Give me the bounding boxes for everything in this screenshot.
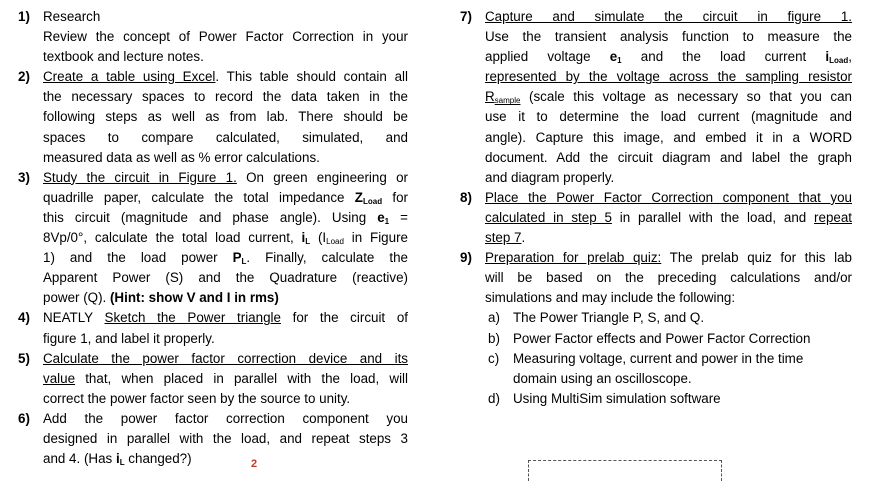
subscript-1: 1: [384, 216, 390, 226]
symbol-p: P: [232, 250, 242, 266]
step-text: [43, 349, 408, 369]
text-fragment: quadrille paper, calculate the total impedance: [43, 189, 355, 205]
step-2: [18, 67, 408, 167]
right-column: [460, 7, 852, 409]
symbol-i: i: [115, 451, 120, 467]
step-text: [43, 228, 408, 248]
step-number: 5): [18, 350, 30, 366]
list-label: a): [488, 310, 500, 326]
subscript-load: Load: [362, 196, 383, 206]
text-fragment: in Figure: [343, 230, 408, 246]
step-text: [43, 288, 408, 308]
step-text: textbook and lecture notes.: [43, 49, 204, 65]
list-text: domain using an oscilloscope.: [513, 370, 692, 386]
step-text: measured data as well as % error calculations.: [43, 149, 320, 165]
step-text: following steps as well as from lab. There should be: [43, 109, 408, 125]
step-title: Research: [43, 9, 101, 24]
step-link-text: step 7: [485, 230, 522, 246]
symbol-i: i: [301, 230, 306, 246]
text-fragment: that, when placed in parallel with the load, will: [75, 370, 408, 386]
text-fragment: changed?): [124, 451, 192, 467]
subscript-sample: sample: [494, 96, 521, 106]
step-link-text: calculated in step 5: [485, 209, 612, 225]
step-5: [18, 349, 408, 409]
list-label: d): [488, 390, 500, 406]
step-text: Study the circuit in Figure 1. On green engineering or: [43, 169, 408, 185]
list-item: [485, 308, 852, 328]
step-number: 1): [18, 9, 30, 24]
list-item: [485, 329, 852, 349]
subscript-load: Load: [829, 56, 849, 66]
step-link-text: represented by the voltage across the sampling resistor: [485, 69, 852, 85]
step-number: 3): [18, 169, 30, 185]
step-text: designed in parallel with the load, and repeat steps 3: [43, 430, 408, 446]
text-fragment: power (Q).: [43, 290, 110, 306]
text-fragment: (scale this voltage as necessary so that you can: [520, 89, 852, 105]
step-text: Apparent Power (S) and the Quadrature (reactive): [43, 270, 408, 286]
subscript-l: L: [241, 257, 247, 267]
step-9: [460, 248, 852, 409]
step-link-text: Create a table using Excel: [43, 69, 216, 85]
step-number: 8): [460, 189, 472, 205]
step-number: 6): [18, 410, 30, 426]
text-fragment: in parallel with the load, and: [611, 209, 815, 225]
symbol-e: e: [377, 209, 385, 225]
step-text: angle). Capture this image, and embed it in a WORD: [485, 129, 852, 145]
text-fragment: =: [389, 209, 408, 225]
step-text: [485, 248, 852, 268]
step-text: Create a table using Excel. This table should contain all: [43, 69, 408, 85]
step-link-text: Study the circuit in Figure 1.: [43, 169, 237, 185]
step-text: Review the concept of Power Factor Correction in your: [43, 29, 408, 45]
step-text: figure 1, and label it properly.: [43, 330, 215, 346]
step-text: [485, 87, 852, 107]
step-1: [18, 7, 408, 67]
step-link-text: repeat: [814, 209, 852, 225]
page-number: 2: [251, 458, 258, 470]
list-label: b): [488, 330, 500, 346]
list-item: [485, 349, 852, 389]
step-text: [43, 369, 408, 389]
text-fragment: . Finally, calculate the: [246, 250, 408, 266]
step-link-text: Sketch the Power triangle: [104, 310, 281, 326]
step-text: document. Add the circuit diagram and label the graph: [485, 149, 852, 165]
step-number: 4): [18, 310, 30, 326]
step-text: spaces to compare calculated, simulated, and: [43, 129, 408, 145]
step-7: [460, 7, 852, 188]
step-link-text: Place the Power Factor Correction component that you: [485, 189, 852, 205]
step-link-text: value: [43, 370, 76, 386]
subscript-1: 1: [617, 56, 622, 66]
step-text: [43, 208, 408, 228]
step-8: [460, 188, 852, 248]
text-fragment: 1) and the load power: [43, 250, 233, 266]
list-label: c): [488, 350, 500, 366]
left-column: [18, 7, 408, 469]
list-text: Using MultiSim simulation software: [513, 390, 721, 406]
text-fragment: and 4. (Has: [43, 451, 116, 467]
step-4: [18, 308, 408, 348]
step-text: [43, 248, 408, 268]
symbol-i: i: [825, 49, 830, 65]
step-text: correct the power factor seen by the source to unity.: [43, 390, 351, 406]
step-text: Use the transient analysis function to measure the: [485, 29, 852, 45]
text-fragment: NEATLY: [43, 310, 105, 326]
step-link-text: Calculate the power factor correction device and its: [43, 350, 408, 366]
text-fragment: .: [521, 230, 526, 246]
step-number: 7): [460, 9, 472, 24]
symbol-e: e: [609, 49, 618, 65]
step-number: 2): [18, 69, 30, 85]
step-text: simulations and may include the following:: [485, 290, 736, 306]
step-number: 9): [460, 250, 472, 266]
step-link-text: Preparation for prelab quiz:: [485, 250, 662, 266]
step-text: [43, 308, 408, 328]
step-text: [485, 228, 852, 248]
step-6: [18, 409, 408, 469]
step-link-text: Capture and simulate the circuit in figure 1.: [485, 9, 852, 24]
step-text: the necessary spaces to record the data taken in the: [43, 89, 408, 105]
text-fragment: this circuit (magnitude and phase angle). Using: [43, 209, 378, 225]
step-text: [485, 208, 852, 228]
step-text: will be based on the preceding calculations and/or: [485, 270, 852, 286]
text-fragment: 8Vp/0°, calculate the total load current,: [43, 230, 302, 246]
list-text: Measuring voltage, current and power in the time: [513, 350, 804, 366]
subscript-l: L: [305, 237, 311, 247]
text-fragment: (I: [310, 230, 327, 246]
list-text: The Power Triangle P, S, and Q.: [513, 310, 705, 326]
hint-text: (Hint: show V and I in rms): [109, 290, 279, 306]
text-fragment: for the circuit of: [280, 310, 408, 326]
text-fragment: ,: [848, 49, 852, 65]
symbol-z: Z: [354, 189, 363, 205]
text-fragment: The prelab quiz for this lab: [661, 250, 852, 266]
step-text: [485, 47, 852, 67]
list-item: [485, 389, 852, 409]
text-fragment: and the load current: [621, 49, 826, 65]
step-3: [18, 168, 408, 309]
step-text: and diagram properly.: [485, 169, 615, 185]
text-fragment: for: [382, 189, 408, 205]
step-text: [43, 188, 408, 208]
text-fragment: applied voltage: [485, 49, 610, 65]
list-text: Power Factor effects and Power Factor Correction: [513, 330, 811, 346]
subscript-load: Load: [326, 237, 344, 247]
step-text: use it to determine the load current (magnitude and: [485, 109, 852, 125]
quiz-topic-list: [485, 308, 852, 408]
step-text: Add the power factor correction component you: [43, 410, 408, 426]
symbol-r: R: [485, 89, 495, 105]
step-text: [43, 449, 408, 469]
subscript-l: L: [119, 458, 125, 468]
